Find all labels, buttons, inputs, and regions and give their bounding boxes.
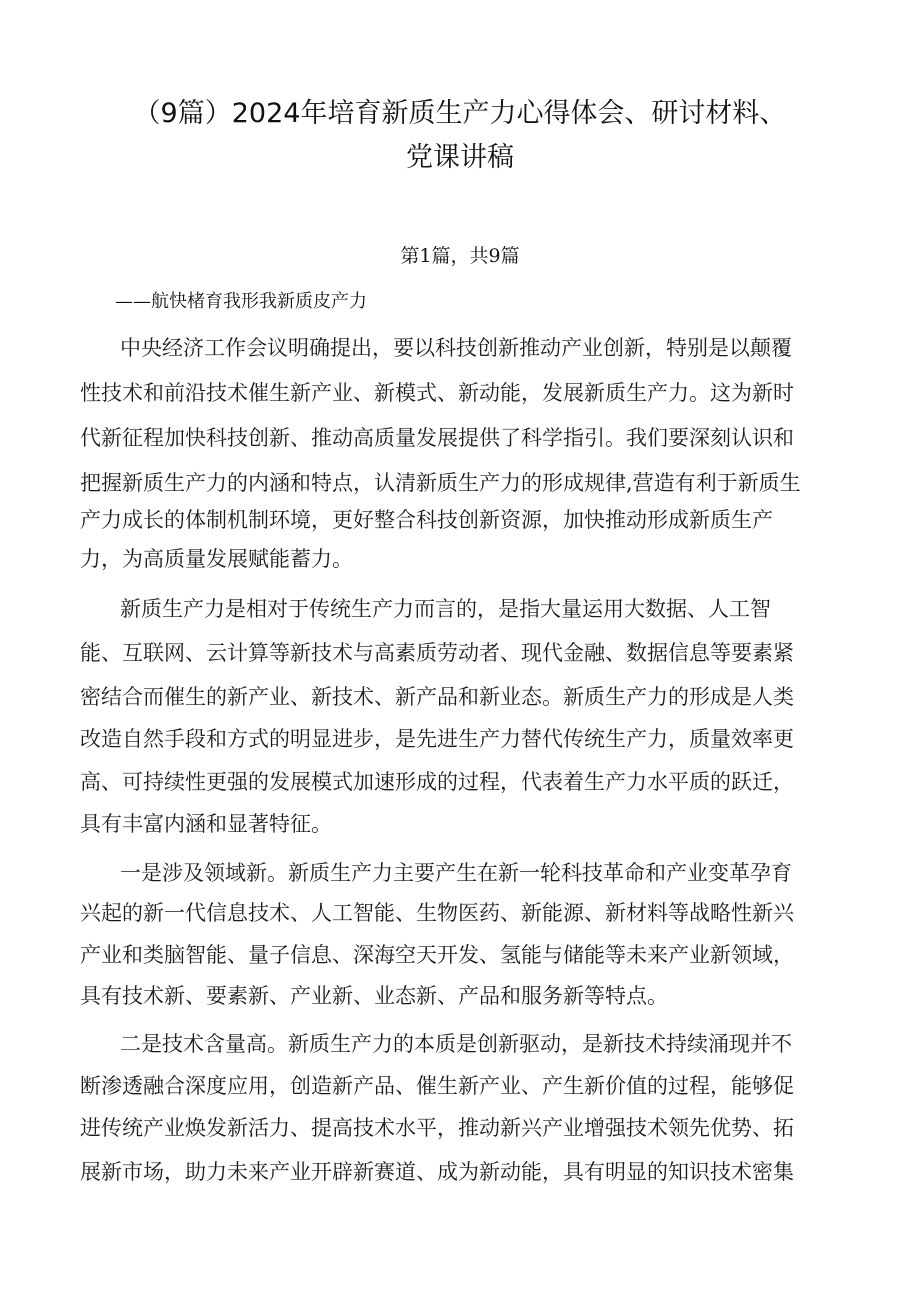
paragraph-line: 高、可持续性更强的发展模式加速形成的过程，代表着生产力水平质的跃迁，	[80, 770, 794, 794]
article-heading: ——航快楮育我形我新质皮产力	[115, 291, 367, 312]
paragraph-line: 改造自然手段和方式的明显进步，是先进生产力替代传统生产力，质量效率更	[80, 727, 794, 751]
paragraph-line: 具有丰富内涵和显著特征。	[80, 812, 332, 836]
paragraph-line: 展新市场，助力未来产业开辟新赛道、成为新动能，具有明显的知识技术密集	[80, 1160, 794, 1184]
paragraph-line: 把握新质生产力的内涵和特点，认清新质生产力的形成规律,营造有利于新质生	[80, 471, 801, 495]
paragraph-line: 具有技术新、要素新、产业新、业态新、产品和服务新等特点。	[80, 984, 668, 1008]
document-title-line-2: 党课讲稿	[406, 142, 514, 173]
paragraph-line: 产力成长的体制机制环境，更好整合科技创新资源，加快推动形成新质生产	[80, 508, 773, 532]
paragraph-line: 兴起的新一代信息技术、人工智能、生物医药、新能源、新材料等战略性新兴	[80, 901, 794, 925]
paragraph-line: 中央经济工作会议明确提出，要以科技创新推动产业创新，特别是以颠覆	[120, 336, 792, 360]
paragraph-line: 一是涉及领域新。新质生产力主要产生在新一轮科技革命和产业变革孕育	[120, 861, 792, 885]
paragraph-line: 产业和类脑智能、量子信息、深海空天开发、氢能与储能等未来产业新领域，	[80, 943, 794, 967]
paragraph-line: 二是技术含量高。新质生产力的本质是创新驱动，是新技术持续涌现并不	[120, 1032, 792, 1056]
paragraph-line: 新质生产力是相对于传统生产力而言的，是指大量运用大数据、人工智	[120, 597, 771, 621]
paragraph-line: 密结合而催生的新产业、新技术、新产品和新业态。新质生产力的形成是人类	[80, 685, 794, 709]
document-title-line-1: （9篇）2024年培育新质生产力心得体会、研讨材料、	[133, 98, 787, 129]
paragraph-line: 能、互联网、云计算等新技术与高素质劳动者、现代金融、数据信息等要素紧	[80, 641, 794, 665]
paragraph-line: 进传统产业焕发新活力、提高技术水平，推动新兴产业增强技术领先优势、拓	[80, 1116, 794, 1140]
article-index: 第1篇，共9篇	[400, 245, 520, 267]
paragraph-line: 断渗透融合深度应用，创造新产品、催生新产业、产生新价值的过程，能够促	[80, 1074, 794, 1098]
paragraph-line: 力，为高质量发展赋能蓄力。	[80, 547, 353, 571]
paragraph-line: 性技术和前沿技术催生新产业、新模式、新动能，发展新质生产力。这为新时	[80, 381, 794, 405]
paragraph-line: 代新征程加快科技创新、推动高质量发展提供了科学指引。我们要深刻认识和	[80, 426, 794, 450]
